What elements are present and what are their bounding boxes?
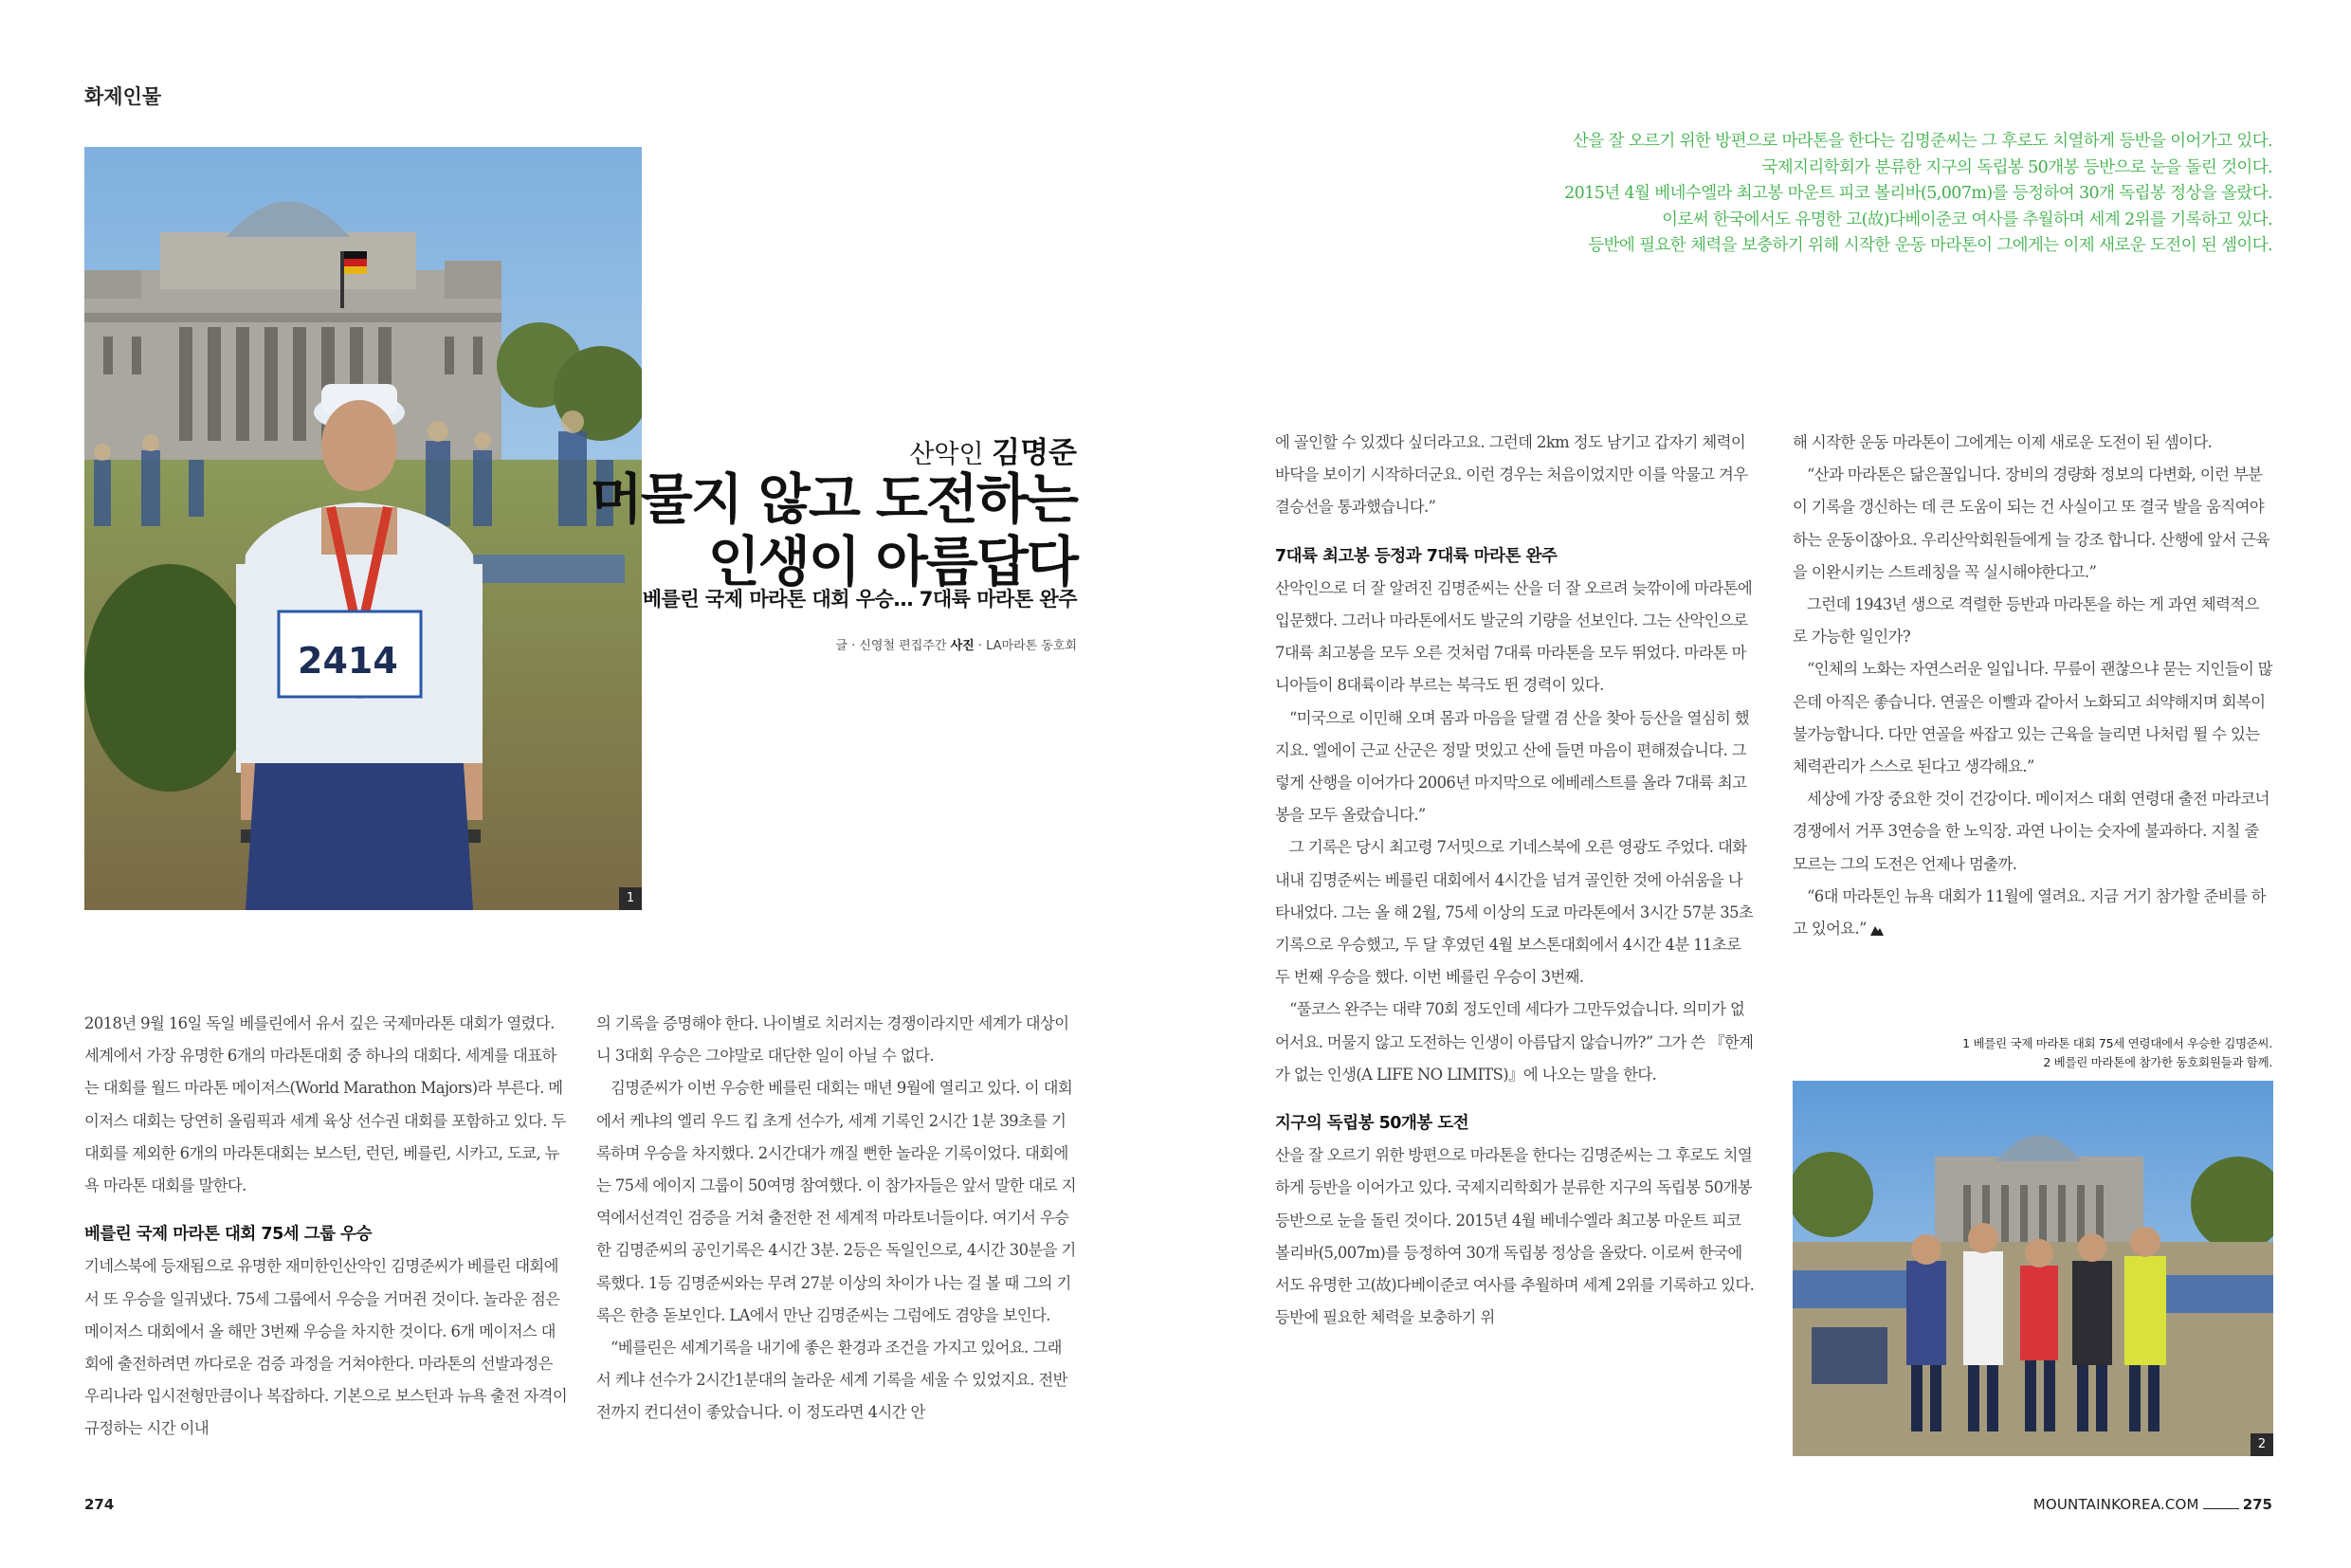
- body-paragraph: [1793, 881, 2273, 945]
- intro-line: 등반에 필요한 체력을 보충하기 위해 시작한 운동 마라톤이 그에게는 이제 새로운 도전이 된 셈이다.: [1588, 236, 2272, 255]
- byline-writer: 글 · 신영철 편집주간: [835, 639, 947, 653]
- photo-caption: [1962, 1034, 2272, 1072]
- body-paragraph: “인체의 노화는 자연스러운 일입니다. 무릎이 괜찮으냐 묻는 지인들이 많은데 아직은 좋습니다. 연골은 이빨과 같아서 노화되고 쇠약해지며 회복이 불가능합니다. 다만 연골을 싸잡고 있는 근육을 늘리면 나처럼 뛸 수 있는 체력관리가 스스로 된다고 생각해요.”: [1793, 660, 2273, 776]
- body-paragraph: 해 시작한 운동 마라톤이 그에게는 이제 새로운 도전이 된 셈이다.: [1793, 433, 2213, 451]
- photo-number-1: 1: [619, 887, 642, 910]
- svg-text:2414: 2414: [298, 640, 398, 682]
- body-paragraph: “미국으로 이민해 오며 몸과 마음을 달랠 겸 산을 찾아 등산을 열심히 했지요. 엘에이 근교 산군은 정말 멋있고 산에 들면 마음이 편해졌습니다. 그렇게 산행을 이어가다 2006년 마지막으로 에베레스트를 올라 7대륙 최고봉을 모두 올랐습니다.”: [1275, 708, 1750, 825]
- body-paragraph: 김명준씨가 이번 우승한 베를린 대회는 매년 9월에 열리고 있다. 이 대회에서 케냐의 엘리 우드 킵 초게 선수가, 세계 기록인 2시간 1분 39초를 기록하며 우승을 차지했다. 2시간대가 깨질 뻔한 놀라운 기록이었다. 대회에는 75세 에이지 그룹이 50여명 참여했다. 이 참가자들은 앞서 말한 대로 지역에서선격인 검증을 거쳐 출전한 전 세계적 마라토너들이다. 여기서 우승한 김명준씨의 공인기록은 4시간 3분. 2등은 독일인으로, 4시간 30분을 기록했다. 1등 김명준씨와는 무려 27분 이상의 차이가 나는 걸 볼 때 그의 기록은 한층 돋보인다. LA에서 만난 김명준씨는 그럼에도 겸양을 보인다.: [596, 1079, 1076, 1324]
- body-paragraph: “베를린은 세계기록을 내기에 좋은 환경과 조건을 가지고 있어요. 그래서 케냐 선수가 2시간1분대의 놀라운 세계 기록을 세울 수 있었지요. 전반전까지 컨디션이 좋았습니다. 이 정도라면 4시간 안: [596, 1339, 1067, 1422]
- footer-right: [2033, 1496, 2272, 1513]
- intro-paragraph: [1343, 129, 2272, 260]
- body-paragraph: 의 기록을 증명해야 한다. 나이별로 치러지는 경쟁이라지만 세계가 대상이니 3대회 우승은 그야말로 대단한 일이 아닐 수 없다.: [596, 1014, 1069, 1066]
- section-heading: 베를린 국제 마라톤 대회 75세 그룹 우승: [84, 1225, 372, 1245]
- headline-line-2: 인생이 아름답다: [707, 531, 1077, 593]
- body-paragraph: 기네스북에 등재됨으로 유명한 재미한인산악인 김명준씨가 베를린 대회에서 또 우승을 일궈냈다. 75세 그룹에서 우승을 거머쥔 것이다. 놀라운 점은 메이저스 대회에서 올 해만 3번째 우승을 차지한 것이다. 6개 메이저스 대회에 출전하려면 까다로운 검증 과정을 거쳐야한다. 마라톤의 선발과정은 우리나라 입시전형만큼이나 복잡하다. 기본으로 보스턴과 뉴욕 출전 자격이 규정하는 시간 이내: [84, 1257, 568, 1438]
- byline-photo-credit: · LA마라톤 동호회: [974, 639, 1077, 653]
- group-photo: [1793, 1081, 2273, 1456]
- runner-photo: [84, 147, 642, 910]
- footer-rule: [2203, 1508, 2239, 1509]
- body-column-3: [1275, 427, 1756, 1334]
- caption-line-1: 1 베를린 국제 마라톤 대회 75세 연령대에서 우승한 김명준씨.: [1962, 1036, 2272, 1050]
- kicker: [909, 428, 1077, 471]
- intro-line: 2015년 4월 베네수엘라 최고봉 마운트 피코 볼리바(5,007m)를 등정하여 30개 독립봉 정상을 올랐다.: [1564, 184, 2272, 203]
- section-heading: 7대륙 최고봉 등정과 7대륙 마라톤 완주: [1275, 546, 1558, 566]
- intro-line: 산을 잘 오르기 위한 방편으로 마라톤을 한다는 김명준씨는 그 후로도 치열하게 등반을 이어가고 있다.: [1573, 132, 2272, 151]
- body-paragraph: “산과 마라톤은 닮은꼴입니다. 장비의 경량화 정보의 다변화, 이런 부분이 기록을 갱신하는 데 큰 도움이 되는 건 사실이고 또 결국 발을 움직여야 하는 운동이잖아요. 우리산악회원들에게 늘 강조 합니다. 산행에 앞서 근육을 이완시키는 스트레칭을 꼭 실시해야한다고.”: [1793, 465, 2270, 581]
- photo-number-2: 2: [2251, 1433, 2273, 1456]
- caption-line-2: 2 베를린 마라톤에 참가한 동호회원들과 함께.: [2043, 1055, 2272, 1069]
- kicker-name: 김명준: [992, 436, 1077, 470]
- byline: [835, 635, 1077, 653]
- site-name: MOUNTAINKOREA.COM: [2032, 1496, 2199, 1513]
- body-paragraph: 그 기록은 당시 최고령 7서밋으로 기네스북에 오른 영광도 주었다. 대화 내내 김명준씨는 베를린 대회에서 4시간을 넘겨 골인한 것에 아쉬움을 나타내었다. 그는 올 해 2월, 75세 이상의 도쿄 마라톤에서 3시간 57분 35초 기록으로 우승했고, 두 달 후였던 4월 보스톤대회에서 4시간 4분 11초로 두 번째 우승을 했다. 이번 베를린 우승이 3번째.: [1275, 838, 1754, 987]
- body-paragraph: 그런데 1943년 생으로 격렬한 등반과 마라톤을 하는 게 과연 체력적으로 가능한 일인가?: [1793, 595, 2259, 647]
- page-number-left: 274: [84, 1496, 115, 1513]
- body-paragraph: 에 골인할 수 있겠다 싶더라고요. 그런데 2km 정도 남기고 갑자기 체력이 바닥을 보이기 시작하더군요. 이런 경우는 처음이었지만 이를 악물고 겨우 결승선을 통과했습니다.”: [1275, 433, 1748, 517]
- headline-line-1: 머물지 않고 도전하는: [590, 468, 1077, 531]
- body-paragraph: 2018년 9월 16일 독일 베를린에서 유서 깊은 국제마라톤 대회가 열렸다. 세계에서 가장 유명한 6개의 마라톤대회 중 하나의 대회다. 세계를 대표하는 대회를 월드 마라톤 메이저스(World Marathon Majors)라 부른다. 메이저스 대회는 당연히 올림픽과 세계 육상 선수권 대회를 포함하고 있다. 두 대회를 제외한 6개의 마라톤대회는 보스턴, 런던, 베를린, 시카고, 도쿄, 뉴욕 마라톤 대회를 말한다.: [84, 1014, 566, 1195]
- end-mark-icon: [1870, 924, 1884, 936]
- section-label: 화제인물: [84, 85, 162, 108]
- body-column-1: [84, 1008, 570, 1446]
- body-column-2: [596, 1008, 1076, 1430]
- body-paragraph: 산악인으로 더 잘 알려진 김명준씨는 산을 더 잘 오르려 늦깎이에 마라톤에 입문했다. 그러나 마라톤에서도 발군의 기량을 선보인다. 그는 산악인으로 7대륙 최고봉을 모두 오른 것처럼 7대륙 마라톤을 모두 뛰었다. 마라톤 마니아들이 8대륙이라 부르는 북극도 뛴 경력이 있다.: [1275, 578, 1753, 695]
- body-paragraph: 세상에 가장 중요한 것이 건강이다. 메이저스 대회 연령대 출전 마라코너 경쟁에서 거푸 3연승을 한 노익장. 과연 나이는 숫자에 불과하다. 지칠 줄 모르는 그의 도전은 언제나 멈출까.: [1793, 790, 2269, 873]
- byline-photo-label: 사진: [950, 639, 975, 653]
- section-heading: 지구의 독립봉 50개봉 도전: [1275, 1114, 1469, 1134]
- headline: [591, 468, 1077, 593]
- closing-quote: “6대 마라톤인 뉴욕 대회가 11월에 열려요. 지금 거기 참가할 준비를 하고 있어요.”: [1793, 886, 2267, 939]
- subheadline: 베를린 국제 마라톤 대회 우승… 7대륙 마라톤 완주: [642, 588, 1077, 611]
- kicker-prefix: 산악인: [909, 440, 993, 469]
- body-column-4: [1793, 427, 2273, 945]
- body-paragraph: “풀코스 완주는 대략 70회 정도인데 세다가 그만두었습니다. 의미가 없어서요. 머물지 않고 도전하는 인생이 아름답지 않습니까?” 그가 쓴 『한계가 없는 인생(A LIFE NO LIMITS)』에 나오는 말을 한다.: [1275, 1000, 1754, 1084]
- body-paragraph: 산을 잘 오르기 위한 방편으로 마라톤을 한다는 김명준씨는 그 후로도 치열하게 등반을 이어가고 있다. 국제지리학회가 분류한 지구의 독립봉 50개봉 등반으로 눈을 돌린 것이다. 2015년 4월 베네수엘라 최고봉 마운트 피코 볼리바(5,007m)를 등정하여 30개 독립봉 정상을 올랐다. 이로써 한국에서도 유명한 고(故)다베이준코 여사를 추월하며 세계 2위를 기록하고 있다. 등반에 필요한 체력을 보충하기 위: [1275, 1146, 1755, 1327]
- intro-line: 국제지리학회가 분류한 지구의 독립봉 50개봉 등반으로 눈을 돌린 것이다.: [1761, 157, 2272, 177]
- page-number-right: 275: [2242, 1496, 2272, 1513]
- intro-line: 이로써 한국에서도 유명한 고(故)다베이준코 여사를 추월하며 세계 2위를 기록하고 있다.: [1662, 210, 2272, 229]
